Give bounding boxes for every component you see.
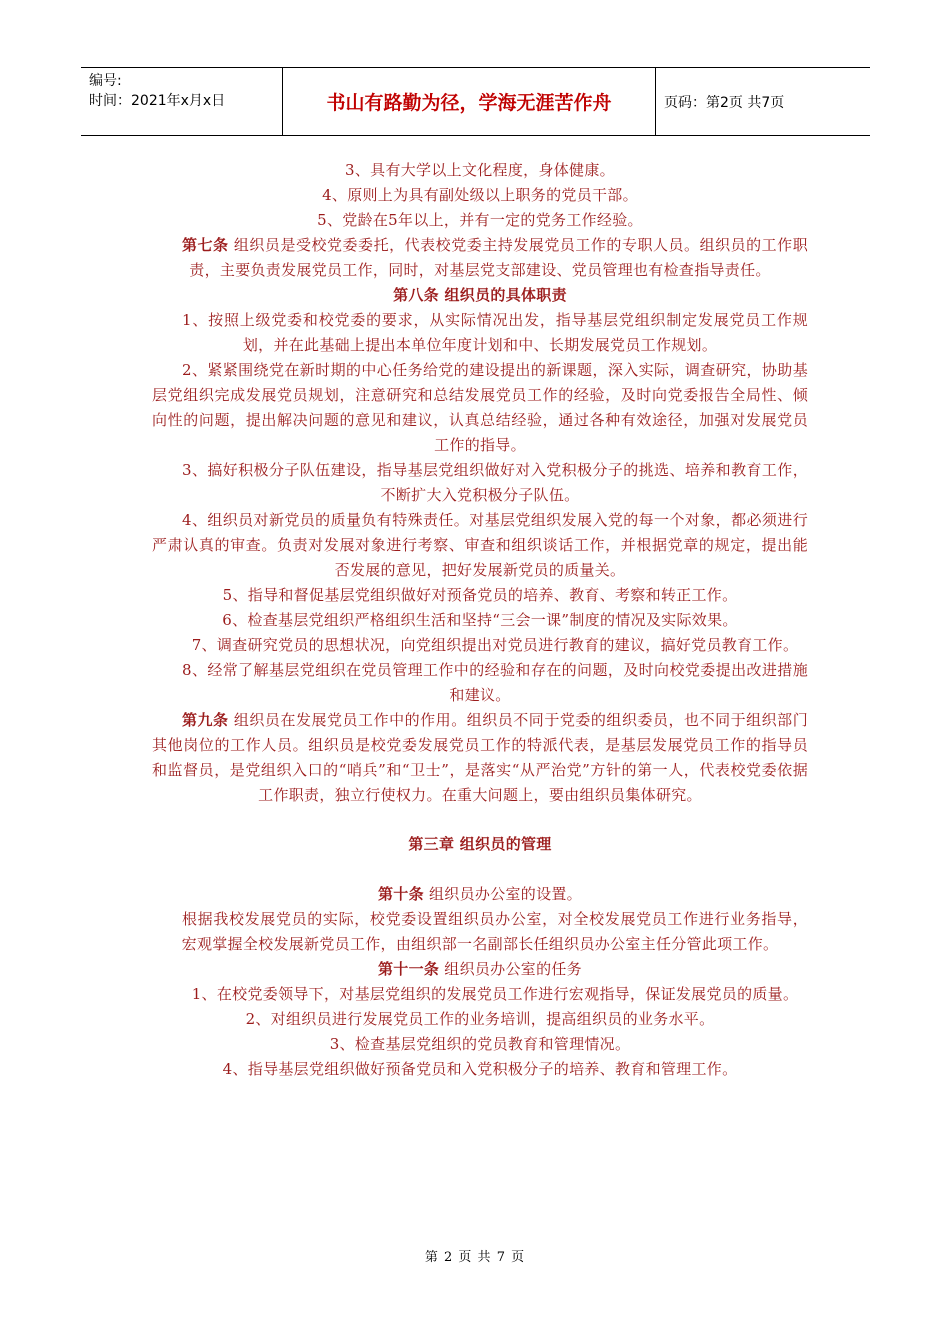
paragraph-text: 2、紧紧围绕党在新时期的中心任务给党的建设提出的新课题，深入实际，调查研究，协助基层党组织完成发展党员规划，注意研究和总结发展党员工作的经验，及时向党委报告全局性、倾向性的问题，提出解决问题的意见和建议，认真总结经验，通过各种有效途径，加强对发展党员工作的指导。 xyxy=(152,361,808,454)
document-header xyxy=(81,67,870,136)
list-item xyxy=(152,633,808,658)
paragraph-text: 5、党龄在5年以上，并有一定的党务工作经验。 xyxy=(317,211,643,229)
paragraph-text: 根据我校发展党员的实际，校党委设置组织员办公室，对全校发展党员工作进行业务指导，宏观掌握全校发展新党员工作，由组织部一名副部长任组织员办公室主任分管此项工作。 xyxy=(181,910,808,953)
paragraph-text: 3、检查基层党组织的党员教育和管理情况。 xyxy=(329,1035,631,1053)
paragraph-text: 组织员是受校党委委托，代表校党委主持发展党员工作的专职人员。组织员的工作职责，主要负责发展党员工作，同时，对基层党支部建设、党员管理也有检查指导责任。 xyxy=(189,236,809,279)
article-heading: 第九条 xyxy=(182,711,229,729)
paragraph-text: 组织员办公室的任务 xyxy=(439,960,582,978)
list-item xyxy=(152,982,808,1007)
article-heading: 第八条 组织员的具体职责 xyxy=(393,286,567,304)
list-item xyxy=(152,458,808,508)
list-item xyxy=(152,583,808,608)
list-item xyxy=(152,1007,808,1032)
chapter-title: 第三章 组织员的管理 xyxy=(408,835,552,853)
page-footer: 第 2 页 共 7 页 xyxy=(424,1250,526,1265)
header-motto: 书山有路勤为径，学海无涯苦作舟 xyxy=(282,68,656,135)
paragraph-text: 组织员办公室的设置。 xyxy=(423,885,582,903)
code-label: 编号: xyxy=(89,73,122,89)
list-item xyxy=(152,658,808,708)
article-eight-heading xyxy=(152,283,808,308)
paragraph-text: 2、对组织员进行发展党员工作的业务培训，提高组织员的业务水平。 xyxy=(245,1010,715,1028)
date-line: 时间：2021年x月x日 xyxy=(89,93,226,109)
document-body xyxy=(152,158,808,1082)
paragraph-text: 8、经常了解基层党组织在党员管理工作中的经验和存在的问题，及时向校党委提出改进措施和建议。 xyxy=(182,661,808,704)
paragraph-text: 5、指导和督促基层党组织做好对预备党员的培养、教育、考察和转正工作。 xyxy=(222,586,738,604)
article-eleven xyxy=(152,957,808,982)
list-item xyxy=(152,308,808,358)
paragraph-text: 4、组织员对新党员的质量负有特殊责任。对基层党组织发展入党的每一个对象，都必须进行严肃认真的审查。负责对发展对象进行考察、审查和组织谈话工作，并根据党章的规定，提出能否发展的意见，把好发展新党员的质量关。 xyxy=(152,511,808,579)
header-left-cell xyxy=(81,68,282,135)
article-heading: 第七条 xyxy=(182,236,229,254)
paragraph-text: 7、调查研究党员的思想状况，向党组织提出对党员进行教育的建议，搞好党员教育工作。 xyxy=(191,636,799,654)
paragraph xyxy=(152,158,808,183)
article-ten xyxy=(152,882,808,907)
paragraph xyxy=(152,183,808,208)
paragraph xyxy=(152,208,808,233)
article-heading: 第十一条 xyxy=(378,960,440,978)
paragraph xyxy=(152,907,808,957)
list-item xyxy=(152,358,808,458)
list-item xyxy=(152,608,808,633)
paragraph-text: 4、指导基层党组织做好预备党员和入党积极分子的培养、教育和管理工作。 xyxy=(222,1060,738,1078)
paragraph-text: 3、搞好积极分子队伍建设，指导基层党组织做好对入党积极分子的挑选、培养和教育工作，不断扩大入党积极分子队伍。 xyxy=(182,461,808,504)
paragraph-text: 3、具有大学以上文化程度，身体健康。 xyxy=(345,161,615,179)
list-item xyxy=(152,1032,808,1057)
paragraph-text: 1、按照上级党委和校党委的要求，从实际情况出发，指导基层党组织制定发展党员工作规划，并在此基础上提出本单位年度计划和中、长期发展党员工作规划。 xyxy=(182,311,808,354)
paragraph-text: 1、在校党委领导下，对基层党组织的发展党员工作进行宏观指导，保证发展党员的质量。 xyxy=(191,985,799,1003)
chapter-heading xyxy=(152,832,808,857)
paragraph-text: 组织员在发展党员工作中的作用。组织员不同于党委的组织委员，也不同于组织部门其他岗位的工作人员。组织员是校党委发展党员工作的特派代表，是基层发展党员工作的指导员和监督员，是党组织入口的“哨兵”和“卫士”，是落实“从严治党”方针的第一人，代表校党委依据工作职责，独立行使权力。在重大问题上，要由组织员集体研究。 xyxy=(152,711,809,804)
article-heading: 第十条 xyxy=(378,885,424,903)
article-nine xyxy=(152,708,808,808)
list-item xyxy=(152,1057,808,1082)
list-item xyxy=(152,508,808,583)
paragraph-text: 4、原则上为具有副处级以上职务的党员干部。 xyxy=(322,186,638,204)
header-page-info: 页码：第2页 共7页 xyxy=(664,94,785,111)
paragraph-text: 6、检查基层党组织严格组织生活和坚持“三会一课”制度的情况及实际效果。 xyxy=(222,611,738,629)
article-seven xyxy=(152,233,808,283)
